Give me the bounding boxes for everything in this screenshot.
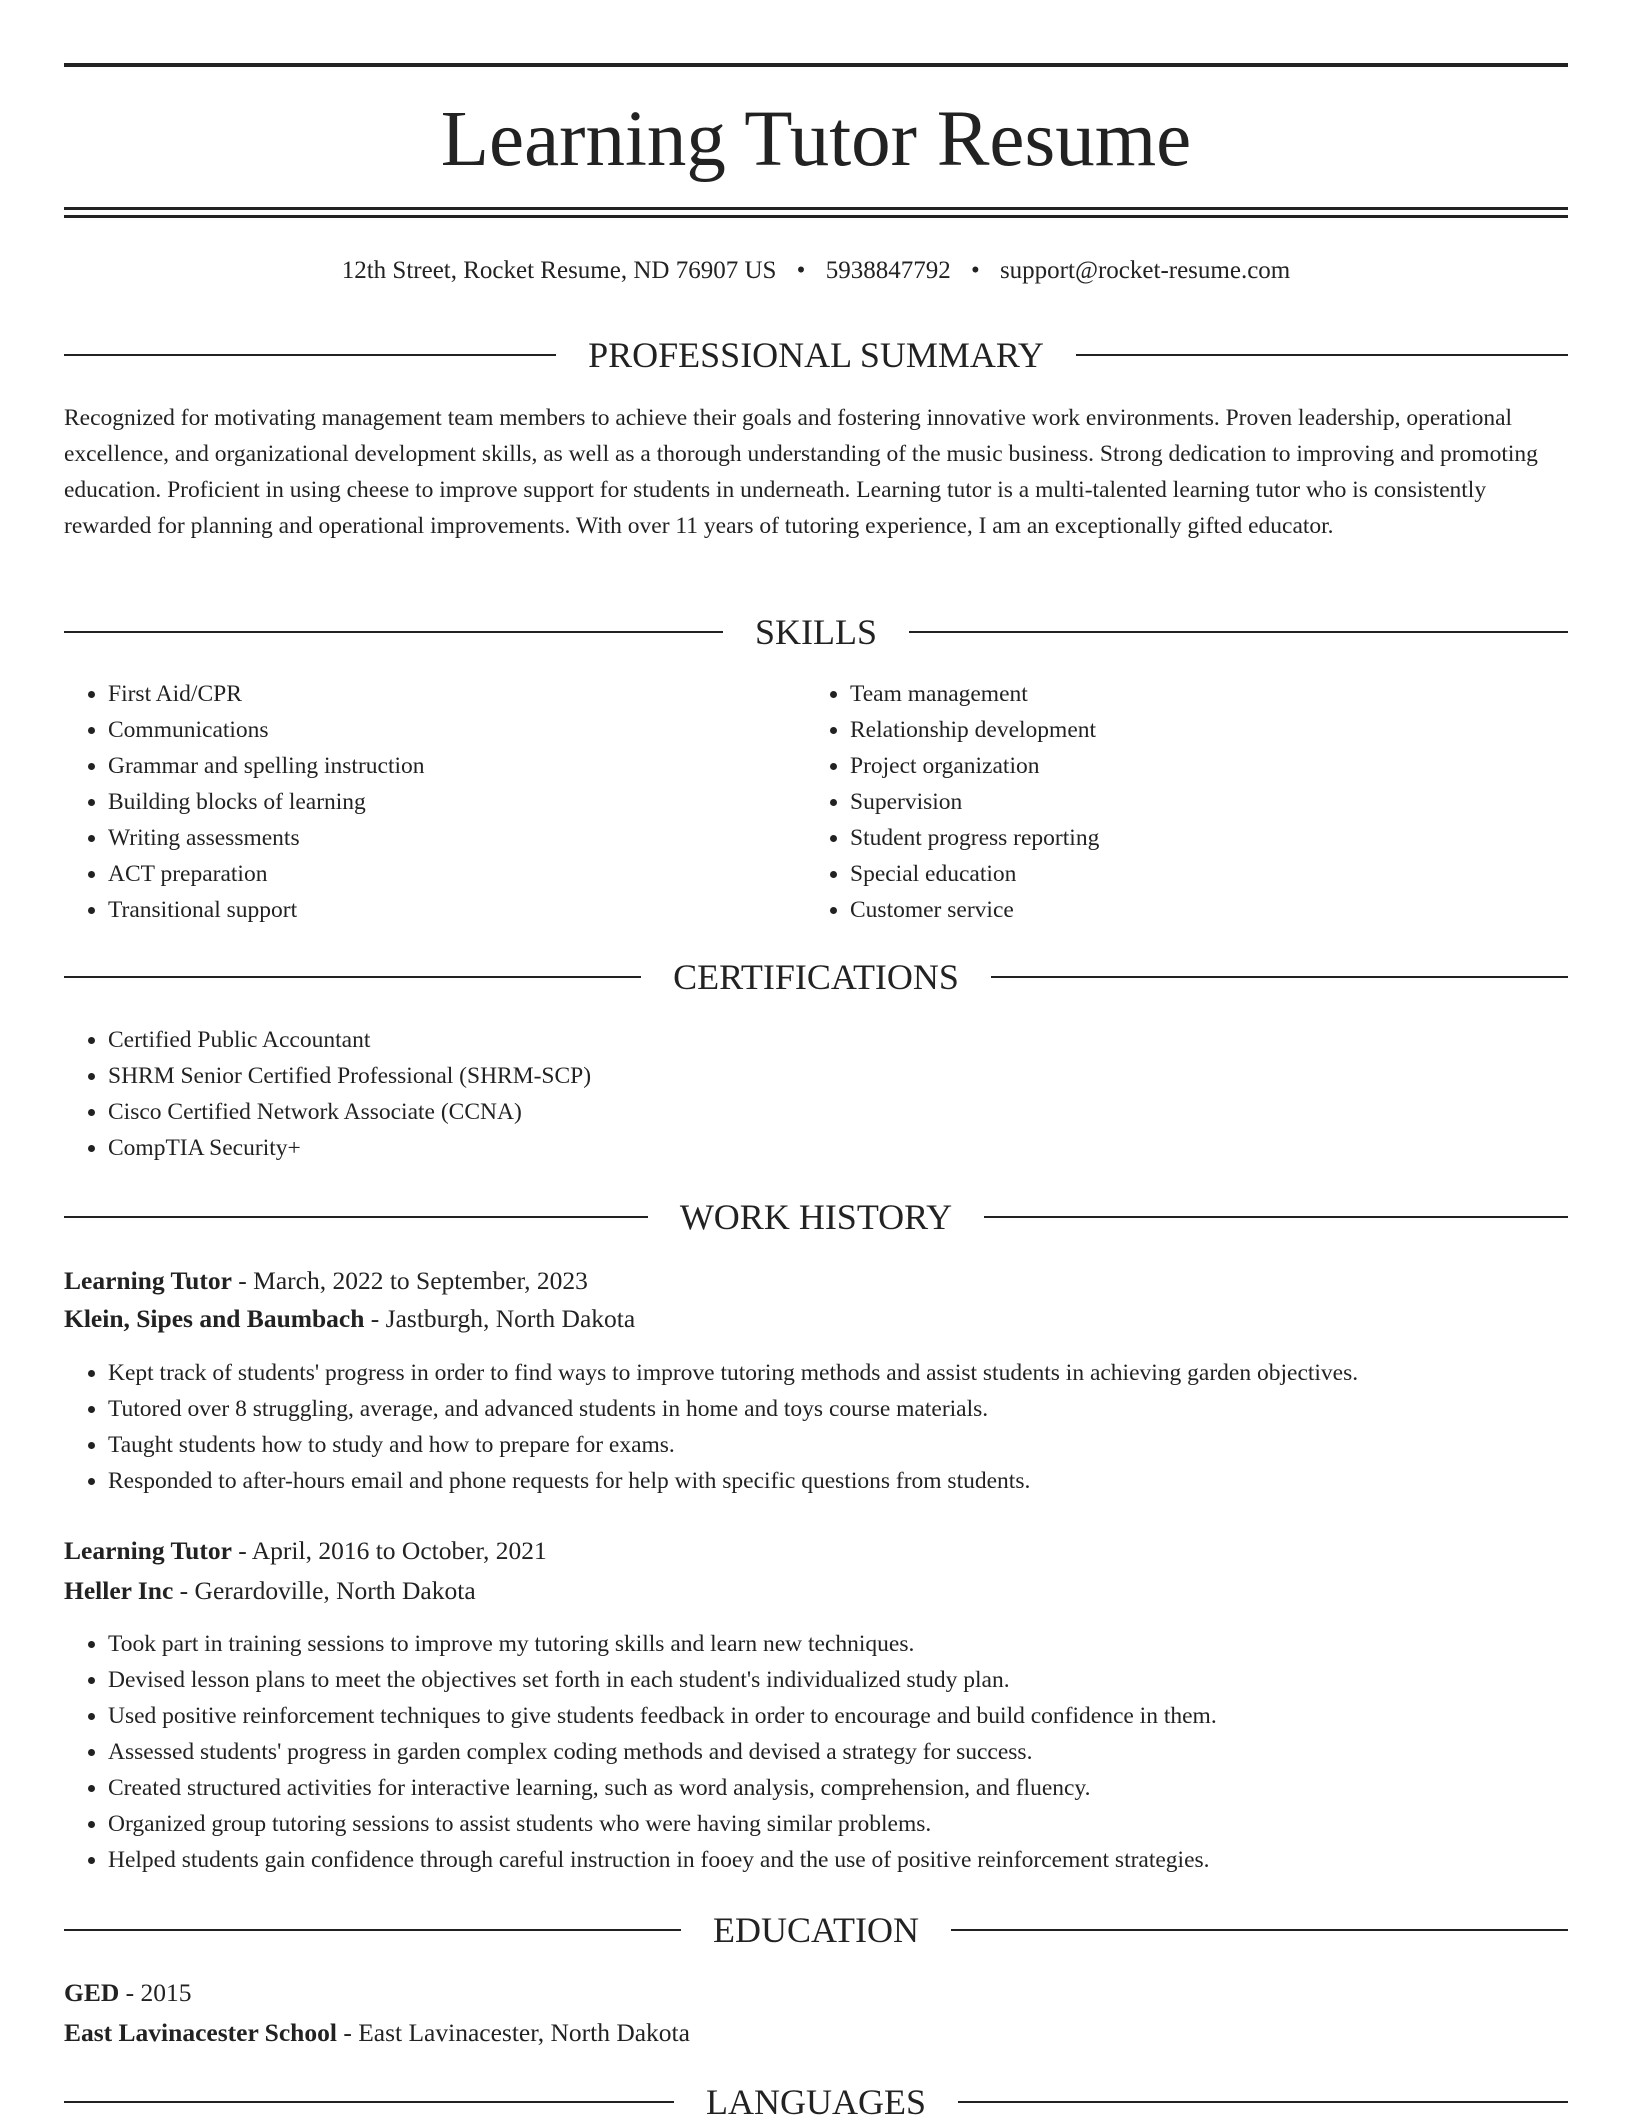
skill-item: • Project organization bbox=[850, 748, 1550, 784]
job-title-line bbox=[64, 1263, 1568, 1299]
contact-separator: • bbox=[796, 257, 806, 284]
skill-item: • Student progress reporting bbox=[850, 820, 1550, 856]
education-degree-line bbox=[64, 1975, 1568, 2011]
title-double-rule bbox=[64, 207, 1568, 218]
job-duty: • Organized group tutoring sessions to assist students who were having similar problems. bbox=[108, 1806, 1558, 1842]
education-school: East Lavinacester School bbox=[64, 2018, 337, 2047]
skill-item: • First Aid/CPR bbox=[108, 676, 808, 712]
skill-item: • Relationship development bbox=[850, 712, 1550, 748]
job-duties-list bbox=[64, 1626, 1558, 1878]
job-duty: • Took part in training sessions to improve my tutoring skills and learn new techniques. bbox=[108, 1626, 1558, 1662]
skills-list-left bbox=[64, 676, 808, 928]
job-role: Learning Tutor bbox=[64, 1536, 232, 1565]
section-heading-skills bbox=[64, 610, 1568, 654]
certification-item: • SHRM Senior Certified Professional (SHRM-SCP) bbox=[108, 1058, 1558, 1094]
job-dates: - March, 2022 to September, 2023 bbox=[231, 1266, 588, 1295]
job-duty: • Helped students gain confidence through careful instruction in fooey and the use of positive reinforcement strategies. bbox=[108, 1842, 1558, 1878]
job-duty: • Assessed students' progress in garden complex coding methods and devised a strategy for success. bbox=[108, 1734, 1558, 1770]
education-school-line bbox=[64, 2015, 1568, 2051]
section-heading-languages bbox=[64, 2080, 1568, 2124]
skill-item: • Building blocks of learning bbox=[108, 784, 808, 820]
certification-item: • Cisco Certified Network Associate (CCNA) bbox=[108, 1094, 1558, 1130]
job-duty: • Tutored over 8 struggling, average, and advanced students in home and toys course materials. bbox=[108, 1391, 1558, 1427]
skill-item: • Transitional support bbox=[108, 892, 808, 928]
skill-item: • Team management bbox=[850, 676, 1550, 712]
contact-separator: • bbox=[970, 257, 980, 284]
skill-item: • Writing assessments bbox=[108, 820, 808, 856]
job-role: Learning Tutor bbox=[64, 1266, 232, 1295]
certification-item: • CompTIA Security+ bbox=[108, 1130, 1558, 1166]
job-duty: • Taught students how to study and how to prepare for exams. bbox=[108, 1427, 1558, 1463]
section-title: SKILLS bbox=[755, 612, 878, 652]
section-heading-summary bbox=[64, 333, 1568, 377]
education-degree: GED bbox=[64, 1978, 120, 2007]
job-duty: • Devised lesson plans to meet the objectives set forth in each student's individualized study plan. bbox=[108, 1662, 1558, 1698]
skills-list-right bbox=[806, 676, 1550, 928]
skill-item: • Customer service bbox=[850, 892, 1550, 928]
job-location: - Gerardoville, North Dakota bbox=[173, 1576, 476, 1605]
section-title: PROFESSIONAL SUMMARY bbox=[588, 335, 1044, 375]
section-title: LANGUAGES bbox=[706, 2082, 926, 2122]
job-company-line bbox=[64, 1301, 1568, 1337]
education-location: - East Lavinacester, North Dakota bbox=[336, 2018, 690, 2047]
education-year: - 2015 bbox=[119, 1978, 192, 2007]
summary-text: Recognized for motivating management team members to achieve their goals and fostering innovative work environments. Proven leadership, operational excellence, and organizational development skills, as well as a thorough understanding of the music business. Strong dedication to improving and promoting education. Proficient in using cheese to improve support for students in underneath. Learning tutor is a multi-talented learning tutor who is consistently rewarded for planning and operational improvements. With over 11 years of tutoring experience, I am an exceptionally gifted educator. bbox=[64, 405, 1538, 539]
job-duty: • Kept track of students' progress in order to find ways to improve tutoring methods and assist students in achieving garden objectives. bbox=[108, 1355, 1558, 1391]
top-rule bbox=[64, 63, 1568, 67]
certifications-list bbox=[64, 1022, 1558, 1166]
job-company: Heller Inc bbox=[64, 1576, 174, 1605]
skill-item: • ACT preparation bbox=[108, 856, 808, 892]
job-duty: • Used positive reinforcement techniques to give students feedback in order to encourage and build confidence in them. bbox=[108, 1698, 1558, 1734]
section-heading-certifications bbox=[64, 955, 1568, 999]
job-dates: - April, 2016 to October, 2021 bbox=[231, 1536, 547, 1565]
job-location: - Jastburgh, North Dakota bbox=[364, 1304, 636, 1333]
job-duties-list bbox=[64, 1355, 1558, 1499]
contact-line bbox=[64, 254, 1568, 288]
skill-item: • Supervision bbox=[850, 784, 1550, 820]
contact-email: support@rocket-resume.com bbox=[999, 257, 1291, 284]
skill-item: • Grammar and spelling instruction bbox=[108, 748, 808, 784]
page-title: Learning Tutor Resume bbox=[440, 96, 1192, 183]
section-heading-work-history bbox=[64, 1195, 1568, 1239]
section-title: CERTIFICATIONS bbox=[673, 957, 959, 997]
skill-item: • Communications bbox=[108, 712, 808, 748]
contact-phone: 5938847792 bbox=[825, 257, 951, 284]
section-title: WORK HISTORY bbox=[679, 1197, 953, 1237]
job-duty: • Responded to after-hours email and phone requests for help with specific questions from students. bbox=[108, 1463, 1558, 1499]
section-heading-education bbox=[64, 1908, 1568, 1952]
certification-item: • Certified Public Accountant bbox=[108, 1022, 1558, 1058]
job-company: Klein, Sipes and Baumbach bbox=[64, 1304, 365, 1333]
section-title: EDUCATION bbox=[713, 1910, 919, 1950]
contact-address: 12th Street, Rocket Resume, ND 76907 US bbox=[341, 257, 777, 284]
job-title-line bbox=[64, 1533, 1568, 1569]
skill-item: • Special education bbox=[850, 856, 1550, 892]
job-duty: • Created structured activities for interactive learning, such as word analysis, comprehension, and fluency. bbox=[108, 1770, 1558, 1806]
job-company-line bbox=[64, 1573, 1568, 1609]
